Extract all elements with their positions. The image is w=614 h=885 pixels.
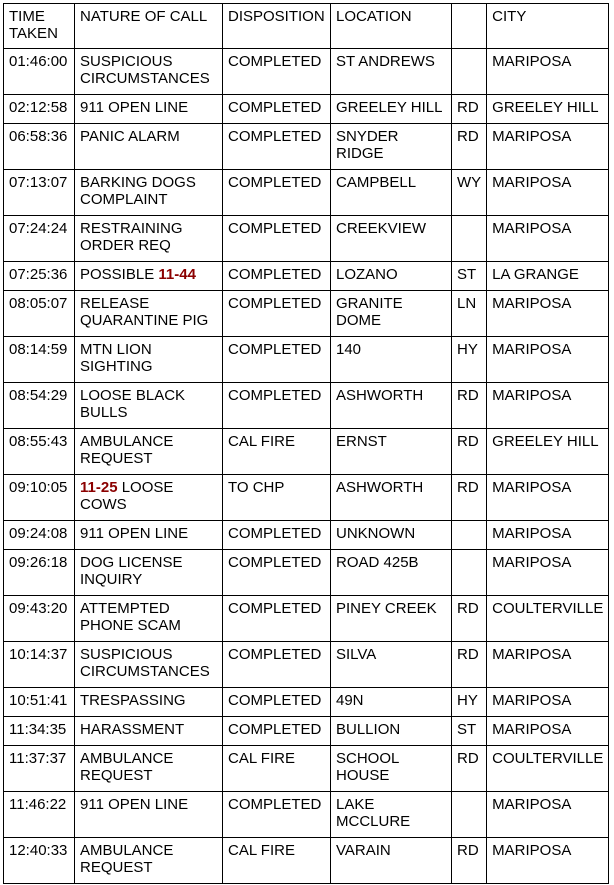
cell-disposition: COMPLETED [223,792,331,838]
cell-time: 07:13:07 [4,170,75,216]
table-row [4,124,609,170]
table-row [4,746,609,792]
cell-location: 49N [331,688,452,717]
cell-suffix: ST [452,262,487,291]
cell-location: ASHWORTH [331,475,452,521]
cell-suffix: RD [452,383,487,429]
cell-time: 08:54:29 [4,383,75,429]
cell-nature: RELEASE QUARANTINE PIG [75,291,223,337]
cell-location: VARAIN [331,838,452,884]
table-row [4,216,609,262]
cell-disposition: TO CHP [223,475,331,521]
cell-location: GREELEY HILL [331,95,452,124]
cell-disposition: COMPLETED [223,124,331,170]
cell-suffix [452,792,487,838]
cell-city: GREELEY HILL [487,95,609,124]
table-row [4,792,609,838]
cell-nature: AMBULANCE REQUEST [75,746,223,792]
cell-nature: HARASSMENT [75,717,223,746]
cell-suffix: HY [452,337,487,383]
cell-suffix: HY [452,688,487,717]
cell-disposition: COMPLETED [223,521,331,550]
cell-city: MARIPOSA [487,521,609,550]
cell-nature: SUSPICIOUS CIRCUMSTANCES [75,49,223,95]
table-row [4,475,609,521]
call-code: 11-44 [158,266,196,283]
cell-location: LOZANO [331,262,452,291]
header-suffix [452,4,487,49]
table-row [4,262,609,291]
cell-city: MARIPOSA [487,717,609,746]
cell-time: 09:10:05 [4,475,75,521]
header-nature: NATURE OF CALL [75,4,223,49]
cell-time: 11:37:37 [4,746,75,792]
cell-location: SILVA [331,642,452,688]
cell-disposition: COMPLETED [223,95,331,124]
cell-suffix: WY [452,170,487,216]
table-row [4,170,609,216]
cell-nature: PANIC ALARM [75,124,223,170]
cell-time: 09:24:08 [4,521,75,550]
cell-time: 09:26:18 [4,550,75,596]
table-row [4,383,609,429]
cell-city: MARIPOSA [487,792,609,838]
table-row [4,838,609,884]
cell-time: 10:51:41 [4,688,75,717]
cell-suffix [452,216,487,262]
cell-time: 07:24:24 [4,216,75,262]
cell-disposition: COMPLETED [223,596,331,642]
cell-city: MARIPOSA [487,838,609,884]
cell-suffix: RD [452,475,487,521]
cell-nature: 911 OPEN LINE [75,95,223,124]
cell-location: ERNST [331,429,452,475]
cell-nature: 911 OPEN LINE [75,792,223,838]
nature-text: LOOSE COWS [80,479,174,513]
table-row [4,521,609,550]
header-row [4,4,609,49]
cell-nature: AMBULANCE REQUEST [75,838,223,884]
cell-location: ASHWORTH [331,383,452,429]
cell-nature: LOOSE BLACK BULLS [75,383,223,429]
cell-time: 08:55:43 [4,429,75,475]
cell-nature: AMBULANCE REQUEST [75,429,223,475]
cell-disposition: COMPLETED [223,688,331,717]
cell-disposition: COMPLETED [223,291,331,337]
cell-disposition: COMPLETED [223,383,331,429]
cell-suffix: RD [452,838,487,884]
cell-city: LA GRANGE [487,262,609,291]
cell-location: ST ANDREWS [331,49,452,95]
table-row [4,95,609,124]
cell-nature [75,262,223,291]
header-time: TIME TAKEN [4,4,75,49]
cell-location: PINEY CREEK [331,596,452,642]
cell-disposition: COMPLETED [223,262,331,291]
table-row [4,550,609,596]
cell-suffix: RD [452,429,487,475]
cell-location: 140 [331,337,452,383]
cell-disposition: COMPLETED [223,550,331,596]
cell-time: 08:05:07 [4,291,75,337]
cell-city: MARIPOSA [487,170,609,216]
cell-nature: 911 OPEN LINE [75,521,223,550]
cell-nature: BARKING DOGS COMPLAINT [75,170,223,216]
cell-disposition: COMPLETED [223,717,331,746]
table-row [4,337,609,383]
nature-text: POSSIBLE [80,266,155,283]
call-log-table [3,3,609,884]
cell-suffix: RD [452,642,487,688]
table-row [4,642,609,688]
cell-city: MARIPOSA [487,337,609,383]
cell-disposition: COMPLETED [223,216,331,262]
cell-disposition: COMPLETED [223,642,331,688]
cell-nature: TRESPASSING [75,688,223,717]
cell-nature: DOG LICENSE INQUIRY [75,550,223,596]
cell-nature: ATTEMPTED PHONE SCAM [75,596,223,642]
cell-city: MARIPOSA [487,49,609,95]
cell-location: LAKE MCCLURE [331,792,452,838]
cell-city: MARIPOSA [487,550,609,596]
cell-disposition: COMPLETED [223,337,331,383]
call-code: 11-25 [80,479,118,496]
cell-city: MARIPOSA [487,383,609,429]
cell-city: GREELEY HILL [487,429,609,475]
cell-time: 06:58:36 [4,124,75,170]
cell-disposition: CAL FIRE [223,429,331,475]
header-disposition: DISPOSITION [223,4,331,49]
cell-suffix [452,550,487,596]
cell-city: MARIPOSA [487,291,609,337]
cell-city: COULTERVILLE [487,596,609,642]
cell-location: GRANITE DOME [331,291,452,337]
cell-location: UNKNOWN [331,521,452,550]
cell-disposition: CAL FIRE [223,838,331,884]
cell-suffix: RD [452,124,487,170]
table-body [4,49,609,884]
cell-location: ROAD 425B [331,550,452,596]
cell-suffix: RD [452,746,487,792]
cell-location: SCHOOL HOUSE [331,746,452,792]
table-row [4,291,609,337]
cell-time: 11:34:35 [4,717,75,746]
cell-location: CAMPBELL [331,170,452,216]
table-row [4,49,609,95]
cell-city: COULTERVILLE [487,746,609,792]
cell-disposition: COMPLETED [223,49,331,95]
cell-suffix: RD [452,596,487,642]
cell-disposition: COMPLETED [223,170,331,216]
cell-nature: SUSPICIOUS CIRCUMSTANCES [75,642,223,688]
table-row [4,429,609,475]
cell-time: 10:14:37 [4,642,75,688]
header-location: LOCATION [331,4,452,49]
cell-nature: MTN LION SIGHTING [75,337,223,383]
table-row [4,688,609,717]
cell-time: 11:46:22 [4,792,75,838]
cell-location: SNYDER RIDGE [331,124,452,170]
cell-nature: RESTRAINING ORDER REQ [75,216,223,262]
cell-suffix: RD [452,95,487,124]
cell-time: 01:46:00 [4,49,75,95]
cell-time: 09:43:20 [4,596,75,642]
cell-suffix [452,521,487,550]
cell-disposition: CAL FIRE [223,746,331,792]
cell-time: 02:12:58 [4,95,75,124]
table-row [4,596,609,642]
cell-time: 07:25:36 [4,262,75,291]
cell-city: MARIPOSA [487,216,609,262]
cell-city: MARIPOSA [487,475,609,521]
table-row [4,717,609,746]
cell-location: BULLION [331,717,452,746]
cell-suffix: ST [452,717,487,746]
cell-time: 08:14:59 [4,337,75,383]
cell-city: MARIPOSA [487,124,609,170]
cell-suffix [452,49,487,95]
header-city: CITY [487,4,609,49]
cell-nature [75,475,223,521]
cell-city: MARIPOSA [487,688,609,717]
cell-location: CREEKVIEW [331,216,452,262]
cell-city: MARIPOSA [487,642,609,688]
cell-suffix: LN [452,291,487,337]
cell-time: 12:40:33 [4,838,75,884]
